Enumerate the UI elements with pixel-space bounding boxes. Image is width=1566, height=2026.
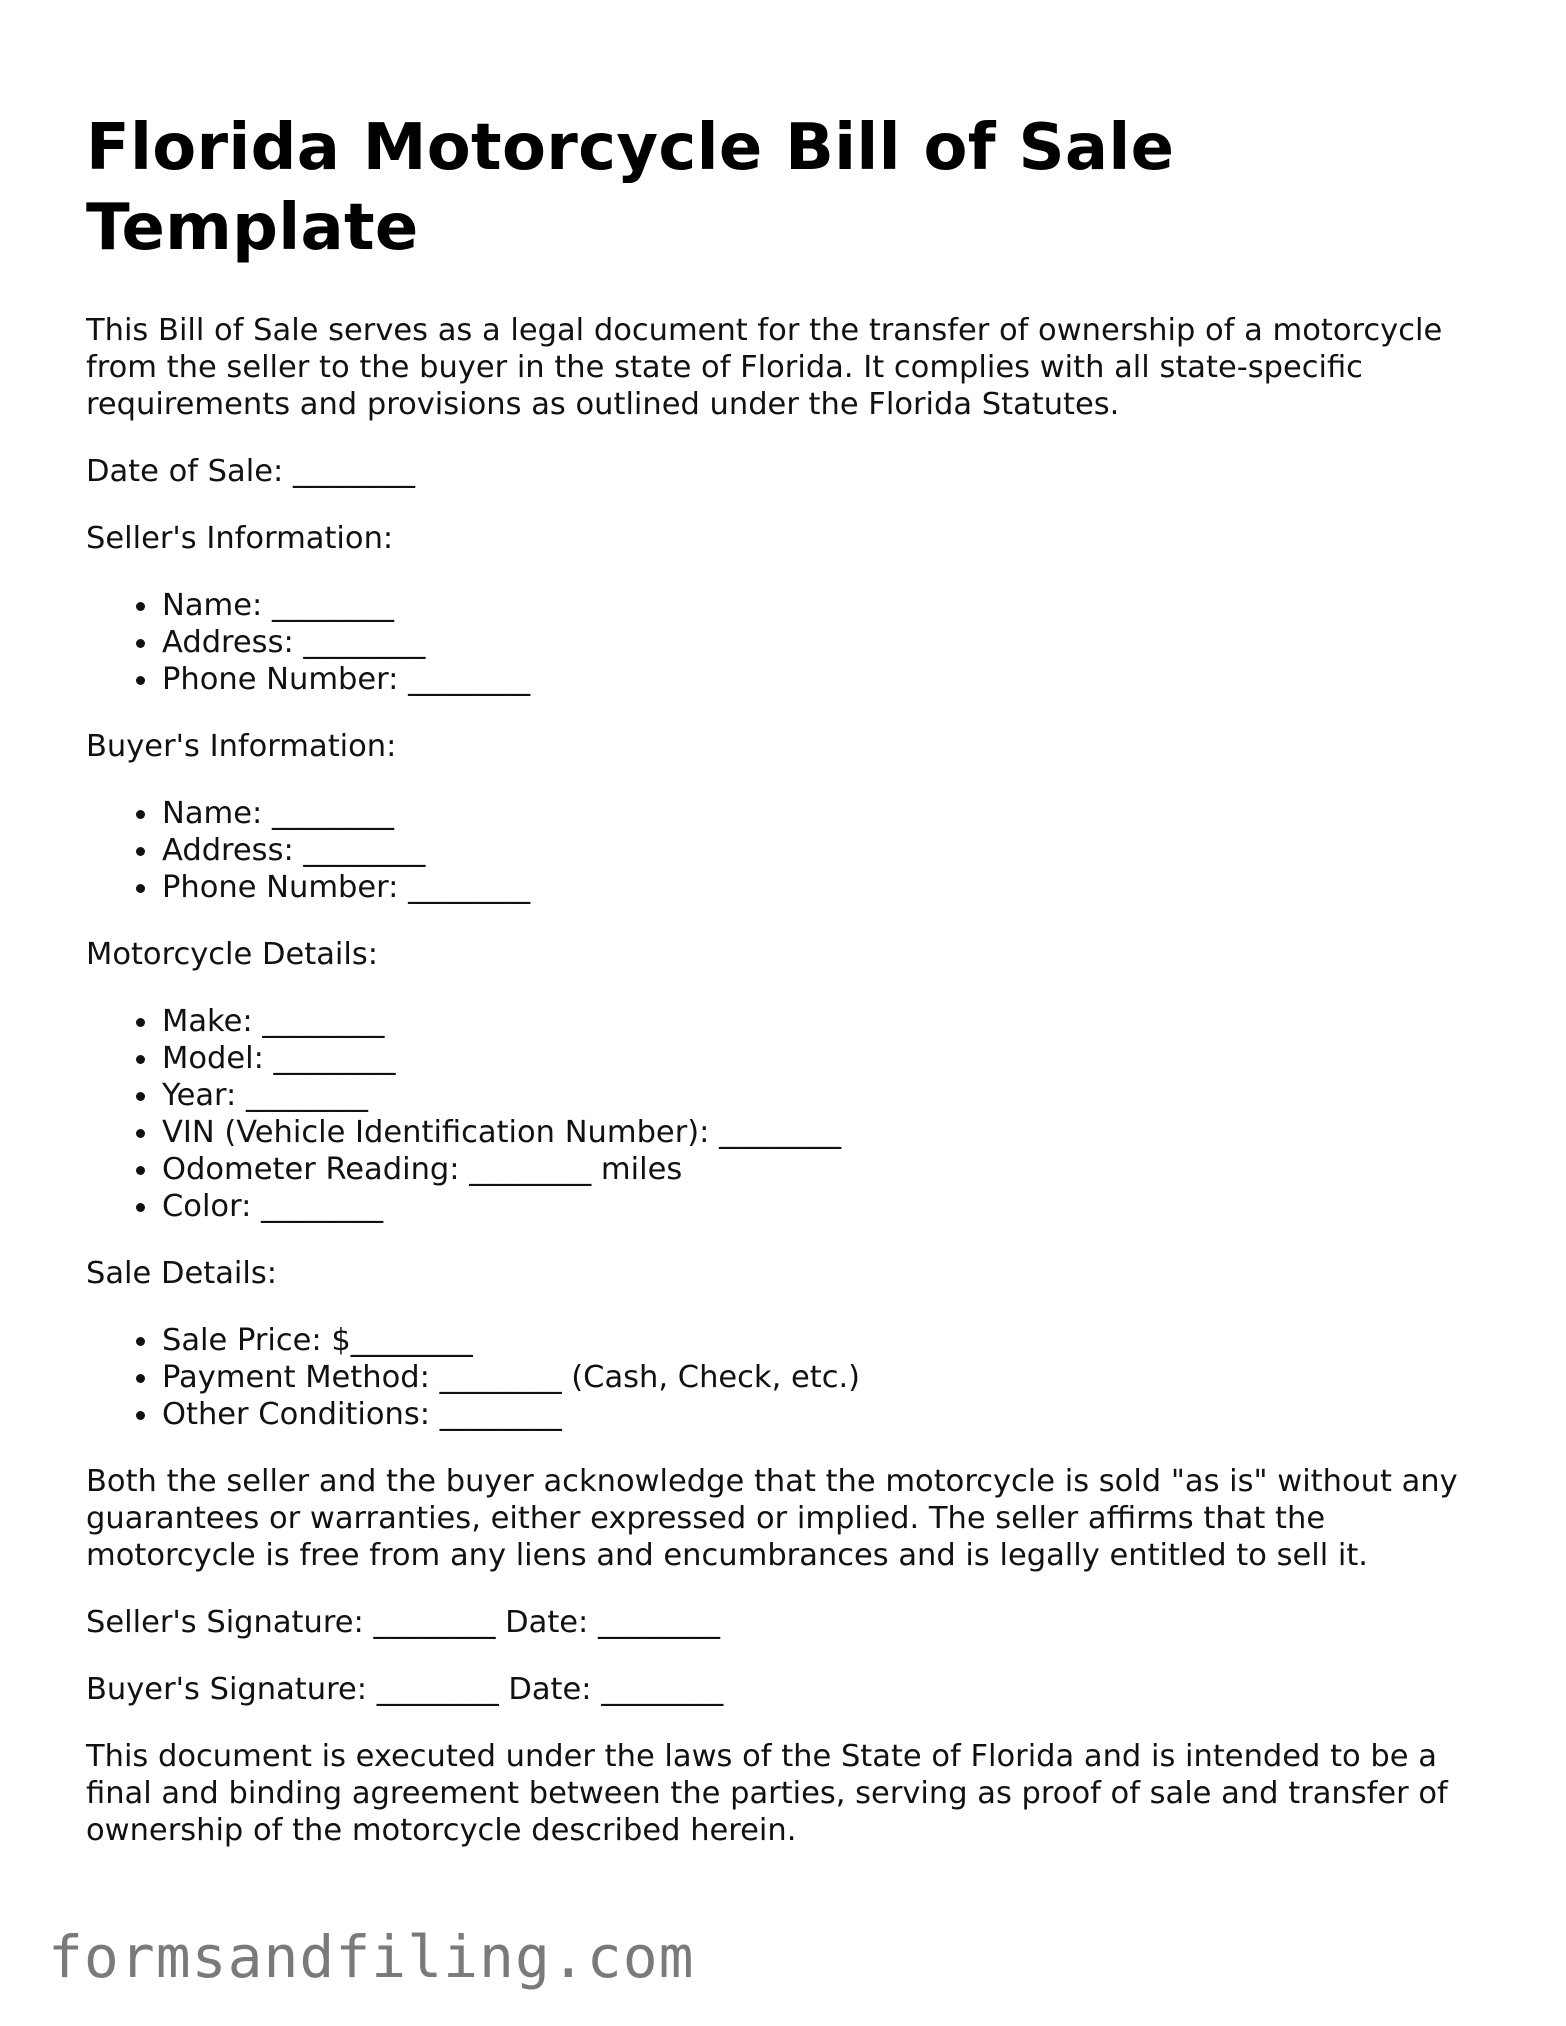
seller-info-heading: Seller's Information: [86, 521, 394, 556]
document-page [86, 108, 1486, 1879]
motorcycle-details-heading: Motorcycle Details: [86, 937, 378, 972]
buyer-signature-line: Buyer's Signature: ________ Date: ________ [86, 1672, 724, 1707]
seller-address-item: Address: ________ [162, 624, 1486, 661]
seller-name-item: Name: ________ [162, 587, 1486, 624]
sale-price-item: Sale Price: $________ [162, 1322, 1486, 1359]
odometer-item: Odometer Reading: ________ miles [162, 1151, 1486, 1188]
seller-info-list [86, 587, 1486, 698]
sale-details-list [86, 1322, 1486, 1433]
year-item: Year: ________ [162, 1077, 1486, 1114]
sale-details-heading: Sale Details: [86, 1256, 277, 1291]
buyer-info-heading: Buyer's Information: [86, 729, 397, 764]
buyer-name-item: Name: ________ [162, 795, 1486, 832]
seller-signature-line: Seller's Signature: ________ Date: ________ [86, 1605, 721, 1640]
intro-paragraph: This Bill of Sale serves as a legal document for the transfer of ownership of a motorcycle from the seller to the buyer in the state of Florida. It complies with all state-specific requirements and provisions as outlined under the Florida Statutes. [86, 313, 1443, 422]
closing-paragraph: This document is executed under the laws of the State of Florida and is intended to be a final and binding agreement between the parties, serving as proof of sale and transfer of ownership of the motorcycle described herein. [86, 1739, 1448, 1848]
buyer-phone-item: Phone Number: ________ [162, 869, 1486, 906]
model-item: Model: ________ [162, 1040, 1486, 1077]
color-item: Color: ________ [162, 1188, 1486, 1225]
other-conditions-item: Other Conditions: ________ [162, 1396, 1486, 1433]
watermark: formsandfiling.com [48, 1923, 695, 1991]
seller-phone-item: Phone Number: ________ [162, 661, 1486, 698]
motorcycle-details-list [86, 1003, 1486, 1225]
buyer-info-list [86, 795, 1486, 906]
buyer-address-item: Address: ________ [162, 832, 1486, 869]
date-of-sale-line: Date of Sale: ________ [86, 454, 415, 489]
payment-method-item: Payment Method: ________ (Cash, Check, etc.) [162, 1359, 1486, 1396]
document-title: Florida Motorcycle Bill of Sale Template [86, 111, 1175, 265]
acknowledgment-paragraph: Both the seller and the buyer acknowledge that the motorcycle is sold "as is" without any guarantees or warranties, either expressed or implied. The seller affirms that the motorcycle is free from any liens and encumbrances and is legally entitled to sell it. [86, 1464, 1458, 1573]
vin-item: VIN (Vehicle Identification Number): ________ [162, 1114, 1486, 1151]
make-item: Make: ________ [162, 1003, 1486, 1040]
